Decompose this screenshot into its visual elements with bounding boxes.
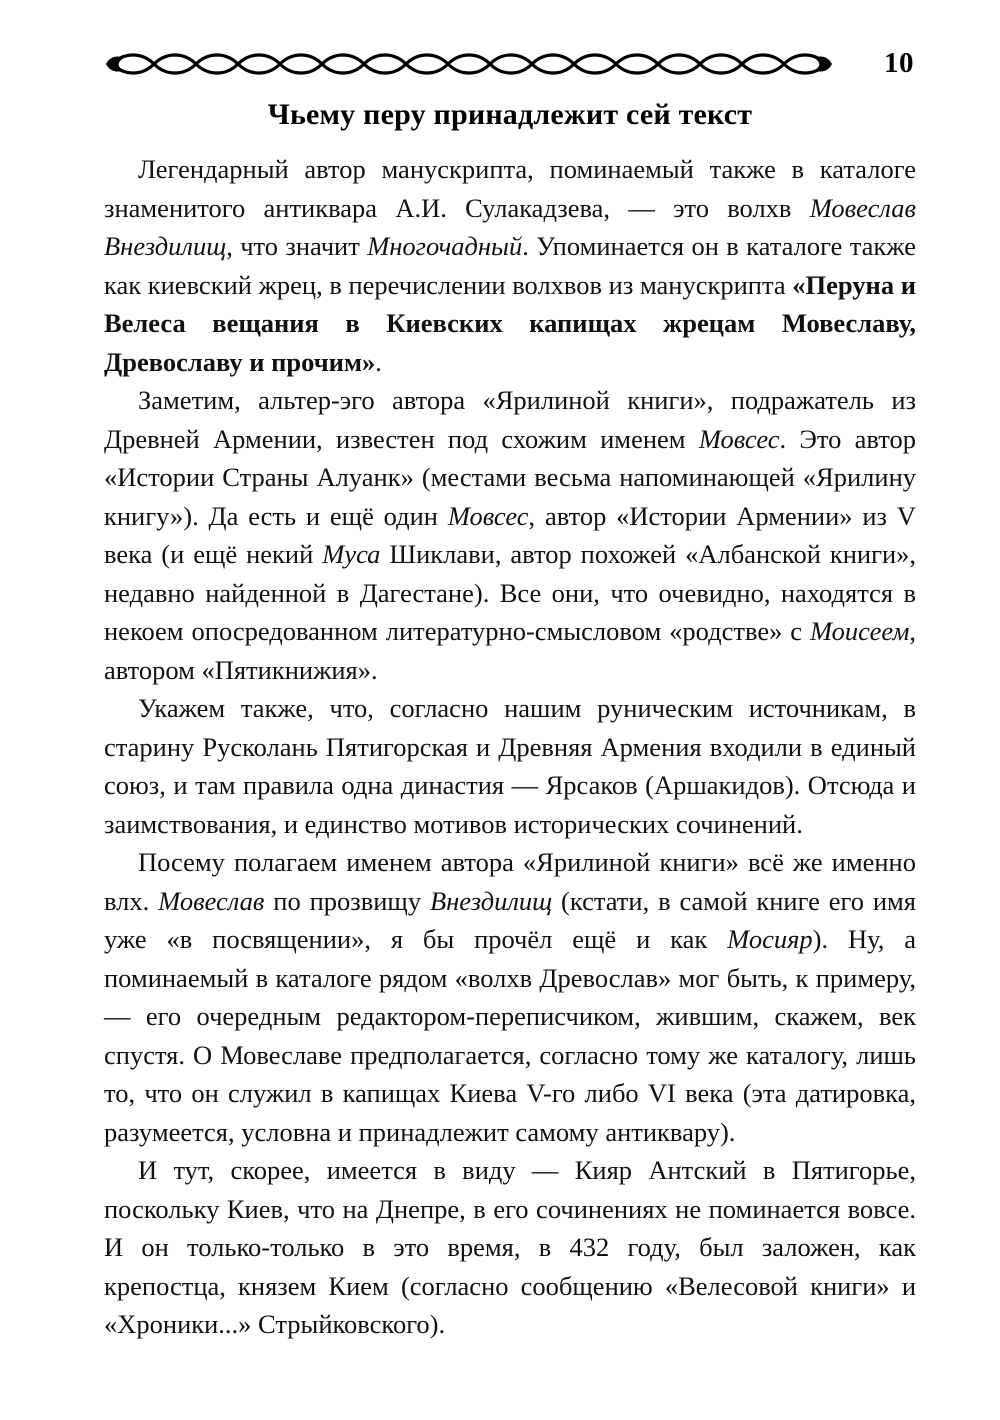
paragraph-3: Укажем также, что, согласно нашим руническим источникам, в старину Русколань Пятигорская и Древняя Армения входили в единый союз, и там правила одна династия — Ярсаков (Аршакидов). Отсюда и заимствования, и единство мотивов исторических сочинений. — [104, 693, 916, 839]
paragraph-1: Легендарный автор манускрипта, поминаемый также в каталоге знаменитого антиквара А.И. Сулакадзева, — это волхв Мовеслав Внездилищ, что значит Многочадный. Упоминается он в каталоге также как киевский жрец, в перечислении волхвов из манускрипта «Перуна и Велеса вещания в Киевских капищах жрецам Мовеславу, Древославу и прочим». — [104, 154, 916, 377]
paragraph-4: Посему полагаем именем автора «Ярилиной книги» всё же именно влх. Мовеслав по прозвищу Внездилищ (кстати, в самой книге его имя уже «в посвящении», я бы прочёл ещё и как Мосияр). Ну, а поминаемый в каталоге рядом «волхв Древослав» мог быть, к примеру, — его очередным редактором-переписчиком, жившим, скажем, век спустя. О Мовеславе предполагается, согласно тому же каталогу, лишь то, что он служил в капищах Киева V-го либо VI века (эта датировка, разумеется, условна и принадлежит самому антиквару). — [104, 847, 916, 1147]
page-header — [104, 44, 914, 84]
page-title: Чьему перу принадлежит сей текст — [267, 98, 753, 131]
wave-chain-ornament-icon — [104, 51, 834, 77]
page-number: 10 — [884, 46, 914, 79]
body-text — [104, 150, 916, 1344]
paragraph-2: Заметим, альтер-эго автора «Ярилиной книги», подражатель из Древней Армении, известен под схожим именем Мовсес. Это автор «Истории Страны Алуанк» (местами весьма напоминающей «Ярилину книгу»). Да есть и ещё один Мовсес, автор «Истории Армении» из V века (и ещё некий Муса Шиклави, автор похожей «Албанской книги», недавно найденной в Дагестане). Все они, что очевидно, находятся в некоем опосредованном литературно-смысловом «родстве» с Моисеем, автором «Пятикнижия». — [104, 385, 916, 685]
paragraph-5: И тут, скорее, имеется в виду — Кияр Антский в Пятигорье, поскольку Киев, что на Днепре, в его сочинениях не поминается вовсе. И он только-только в это время, в 432 году, был заложен, как крепостца, князем Кием (согласно сообщению «Велесовой книги» и «Хроники...» Стрыйковского). — [104, 1155, 916, 1339]
